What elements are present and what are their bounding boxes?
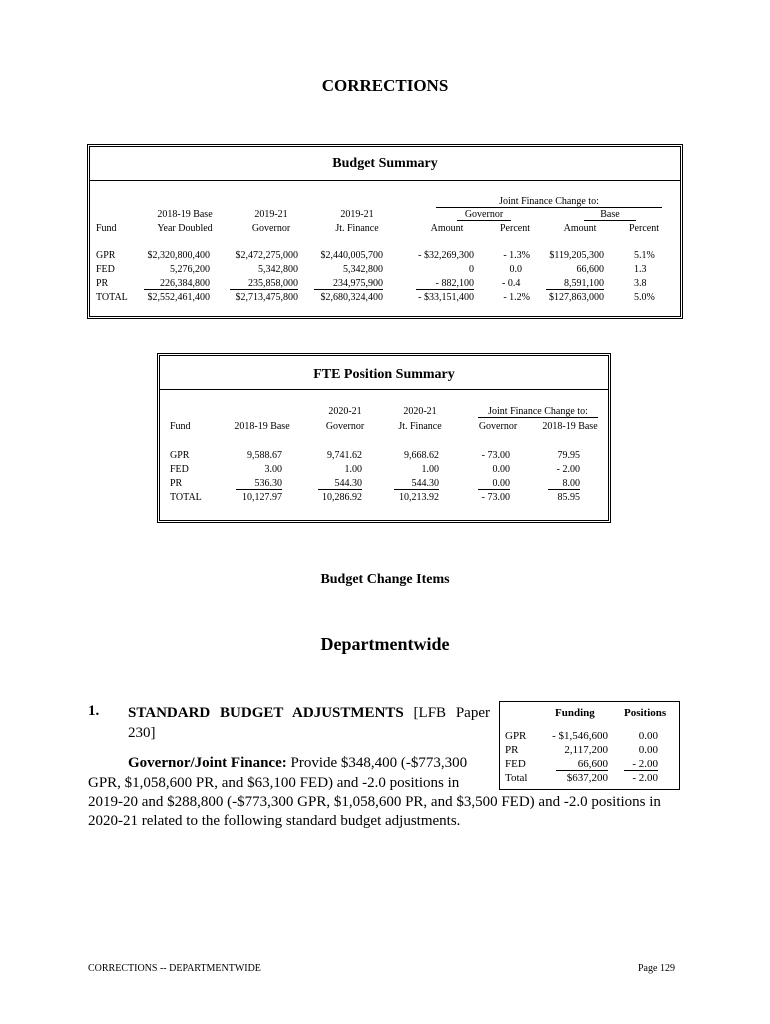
- jf-change-heading: Joint Finance Change to:: [436, 196, 662, 208]
- item-para-line3: 2019-20 and $288,800 (-$773,300 GPR, $1,058,600 PR, and $3,500 FED) and -2.0 positions in: [88, 794, 661, 810]
- change-base-cell: 8.00: [548, 478, 580, 490]
- gov-cell: 5,342,800: [258, 264, 298, 275]
- fte-col-fund: Fund: [170, 421, 191, 432]
- base-percent-cell: 5.1%: [634, 250, 655, 261]
- base-cell: 536.30: [236, 478, 282, 490]
- base-cell: 5,276,200: [170, 264, 210, 275]
- positions-header: Positions: [624, 707, 667, 719]
- fund-cell: TOTAL: [170, 492, 202, 503]
- base-cell: 9,588.67: [247, 450, 282, 461]
- fte-col-change-base: 2018-19 Base: [542, 421, 598, 432]
- base-percent-cell: 1.3: [634, 264, 647, 275]
- fund-cell: GPR: [170, 450, 190, 461]
- funding-row-label: FED: [505, 758, 526, 770]
- page-title: CORRECTIONS: [321, 76, 449, 95]
- jf-cell: 9,668.62: [404, 450, 439, 461]
- fte-col-base: 2018-19 Base: [234, 421, 290, 432]
- col-gov-l2: Governor: [251, 223, 291, 234]
- gov-cell: 1.00: [344, 464, 362, 475]
- fund-cell: GPR: [96, 250, 116, 261]
- base-group-heading: Base: [558, 209, 662, 220]
- gov-amount-cell: 0: [469, 264, 474, 275]
- col-jf-l2: Jt. Finance: [335, 223, 379, 234]
- fte-col-gov-l1: 2020-21: [328, 406, 362, 417]
- col-fund: Fund: [96, 223, 117, 234]
- positions-value: - 2.00: [624, 758, 658, 771]
- budget-summary-table: [87, 144, 683, 319]
- gov-amount-cell: - $33,151,400: [418, 292, 474, 303]
- change-base-cell: - 2.00: [556, 464, 580, 475]
- base-cell: 226,384,800: [144, 278, 210, 290]
- jf-cell: 10,213.92: [399, 492, 439, 503]
- funding-row-label: GPR: [505, 730, 527, 742]
- item-para-line1: [128, 753, 467, 773]
- fte-col-jf-l1: 2020-21: [403, 406, 437, 417]
- fund-cell: FED: [170, 464, 189, 475]
- base-amount-cell: $127,863,000: [549, 292, 604, 303]
- change-gov-cell: 0.00: [478, 478, 510, 490]
- change-gov-cell: - 73.00: [481, 450, 510, 461]
- item-para-line4: 2020-21 related to the following standard budget adjustments.: [88, 813, 461, 829]
- fund-cell: PR: [96, 278, 109, 289]
- section-title: Departmentwide: [320, 634, 450, 654]
- positions-value: 0.00: [638, 730, 658, 742]
- item-para-line2: GPR, $1,058,600 PR, and $63,100 FED) and -2.0 positions in: [88, 775, 460, 791]
- item-line1-rest: Provide $348,400 (-$773,300: [286, 755, 468, 771]
- base-percent-cell: 5.0%: [634, 292, 655, 303]
- gov-cell: 9,741.62: [327, 450, 362, 461]
- base-cell: $2,552,461,400: [147, 292, 210, 303]
- gov-cell: 235,858,000: [230, 278, 298, 290]
- col-base-l2: Year Doubled: [157, 223, 213, 234]
- funding-header: Funding: [555, 707, 595, 719]
- base-amount-cell: $119,205,300: [549, 250, 604, 261]
- jf-cell: 1.00: [421, 464, 439, 475]
- base-cell: 10,127.97: [242, 492, 282, 503]
- positions-value: - 2.00: [632, 772, 658, 784]
- page-number: Page 129: [638, 963, 675, 974]
- budget-summary-heading: Budget Summary: [90, 147, 680, 181]
- gov-percent-cell: - 1.2%: [503, 292, 530, 303]
- base-amount-cell: 66,600: [576, 264, 604, 275]
- gov-percent-cell: - 1.3%: [503, 250, 530, 261]
- funding-positions-box: [499, 701, 680, 790]
- fund-cell: TOTAL: [96, 292, 128, 303]
- jf-cell: 544.30: [394, 478, 439, 490]
- footer-left: CORRECTIONS -- DEPARTMENTWIDE: [88, 963, 261, 974]
- fte-col-gov-l2: Governor: [325, 421, 365, 432]
- funding-value: - $1,546,600: [552, 730, 608, 742]
- col-gov-amount: Amount: [430, 223, 464, 234]
- funding-row-label: Total: [505, 772, 528, 784]
- gov-cell: 544.30: [318, 478, 362, 490]
- fte-col-change-gov: Governor: [478, 421, 518, 432]
- col-base-amount: Amount: [563, 223, 597, 234]
- funding-value: 66,600: [556, 758, 608, 771]
- jf-cell: $2,680,324,400: [320, 292, 383, 303]
- gov-percent-cell: 0.0: [509, 264, 522, 275]
- gov-cell: $2,472,275,000: [235, 250, 298, 261]
- change-gov-cell: 0.00: [492, 464, 510, 475]
- col-gov-l1: 2019-21: [254, 209, 288, 220]
- jf-cell: 234,975,900: [314, 278, 383, 290]
- base-percent-cell: 3.8: [634, 278, 647, 289]
- positions-value: 0.00: [638, 744, 658, 756]
- governor-group-heading: Governor: [436, 209, 532, 220]
- fte-col-jf-l2: Jt. Finance: [398, 421, 442, 432]
- base-amount-cell: 8,591,100: [546, 278, 604, 290]
- fte-summary-heading: FTE Position Summary: [160, 356, 608, 390]
- col-base-l1: 2018-19 Base: [157, 209, 213, 220]
- base-cell: $2,320,800,400: [147, 250, 210, 261]
- col-gov-percent: Percent: [500, 223, 530, 234]
- change-gov-cell: - 73.00: [481, 492, 510, 503]
- item-heading-bold: STANDARD BUDGET ADJUSTMENTS: [128, 705, 404, 721]
- gov-percent-cell: - 0.4: [502, 278, 521, 289]
- jf-cell: 5,342,800: [343, 264, 383, 275]
- gov-amount-cell: - $32,269,300: [418, 250, 474, 261]
- fund-cell: FED: [96, 264, 115, 275]
- gov-cell: $2,713,475,800: [235, 292, 298, 303]
- funding-value: $637,200: [566, 772, 608, 784]
- col-jf-l1: 2019-21: [340, 209, 374, 220]
- change-base-cell: 79.95: [557, 450, 580, 461]
- col-base-percent: Percent: [629, 223, 659, 234]
- base-cell: 3.00: [264, 464, 282, 475]
- change-base-cell: 85.95: [557, 492, 580, 503]
- budget-change-items-heading: Budget Change Items: [320, 572, 450, 587]
- fund-cell: PR: [170, 478, 183, 489]
- fte-position-summary-table: [157, 353, 611, 523]
- funding-value: 2,117,200: [564, 744, 608, 756]
- item-number: 1.: [88, 703, 100, 719]
- item-lead-bold: Governor/Joint Finance:: [128, 755, 287, 771]
- gov-amount-cell: - 882,100: [416, 278, 474, 290]
- jf-cell: $2,440,005,700: [320, 250, 383, 261]
- fte-jf-change-heading: Joint Finance Change to:: [478, 406, 598, 418]
- gov-cell: 10,286.92: [322, 492, 362, 503]
- item-heading-rest: [LFB Paper 230]: [128, 705, 490, 741]
- funding-row-label: PR: [505, 744, 519, 756]
- item-heading: [128, 703, 490, 743]
